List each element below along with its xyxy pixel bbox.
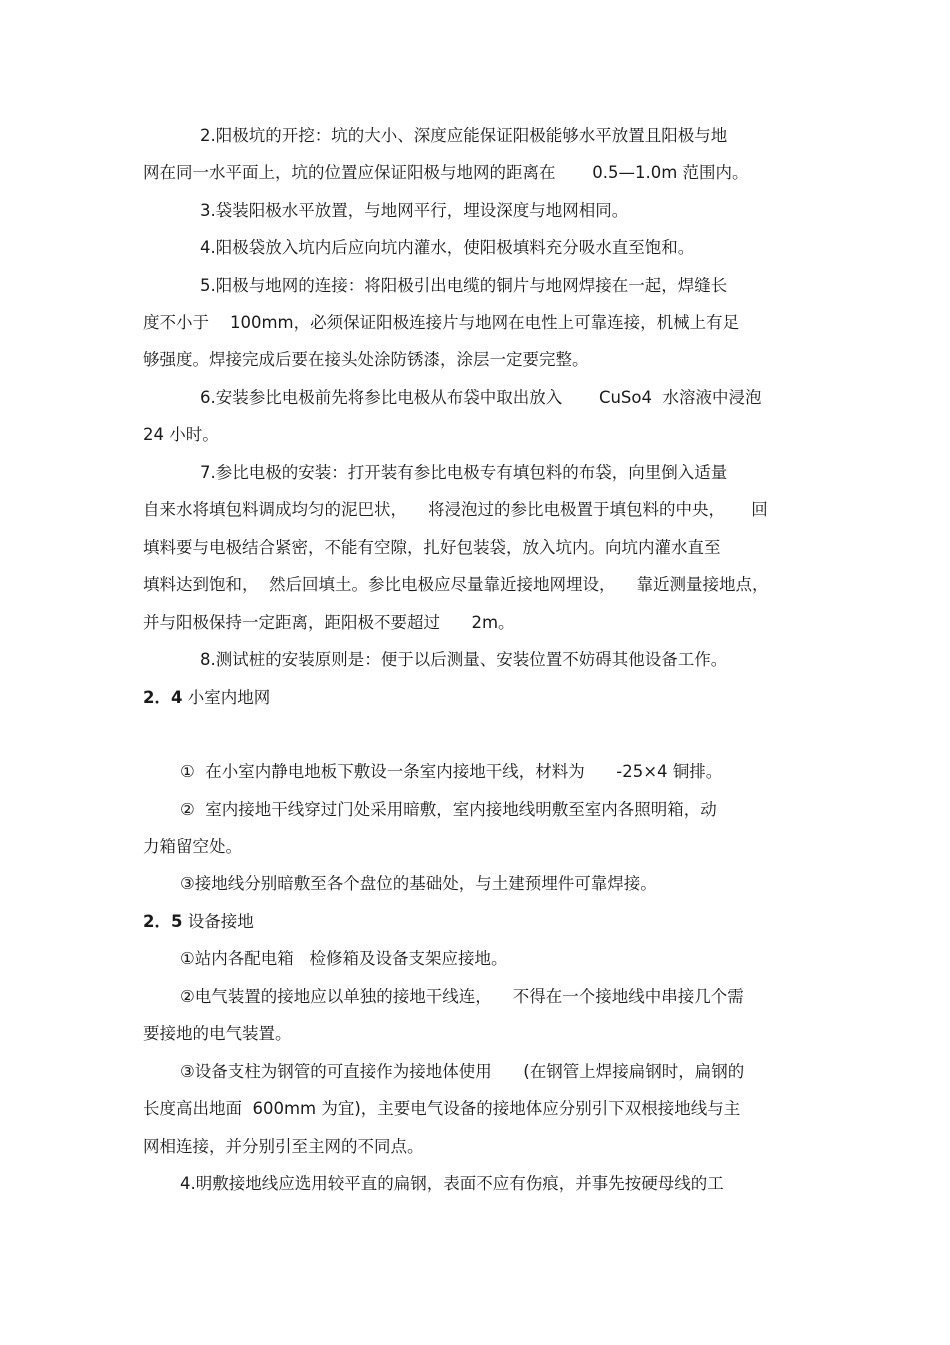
section-title: 小室内地网 bbox=[187, 688, 271, 707]
paragraph-line: ①站内各配电箱 检修箱及设备支架应接地。 bbox=[180, 949, 508, 968]
paragraph-line: 2.阳极坑的开挖：坑的大小、深度应能保证阳极能够水平放置且阳极与地 bbox=[200, 126, 728, 145]
section-number: 2．4 bbox=[143, 688, 183, 707]
paragraph-line: 填料达到饱和， 然后回填土。参比电极应尽量靠近接地网埋设， 靠近测量接地点， bbox=[143, 575, 769, 594]
paragraph-line: ③接地线分别暗敷至各个盘位的基础处，与土建预埋件可靠焊接。 bbox=[180, 874, 657, 893]
paragraph-line: 力箱留空处。 bbox=[143, 837, 242, 856]
paragraph-line: 填料要与电极结合紧密，不能有空隙，扎好包装袋，放入坑内。向坑内灌水直至 bbox=[143, 538, 721, 557]
section-title: 设备接地 bbox=[187, 912, 254, 931]
paragraph-line: 自来水将填包料调成均匀的泥巴状， 将浸泡过的参比电极置于填包料的中央， 回 bbox=[143, 500, 768, 519]
paragraph-line: 4.明敷接地线应选用较平直的扁钢，表面不应有伤痕，并事先按硬母线的工 bbox=[180, 1174, 724, 1193]
section-heading-2-4 bbox=[143, 687, 270, 709]
paragraph-line: ② 室内接地干线穿过门处采用暗敷，室内接地线明敷至室内各照明箱，动 bbox=[180, 800, 717, 819]
paragraph-line: 7.参比电极的安装：打开装有参比电极专有填包料的布袋，向里倒入适量 bbox=[200, 463, 728, 482]
paragraph-line: 够强度。焊接完成后要在接头处涂防锈漆，涂层一定要完整。 bbox=[143, 350, 589, 369]
paragraph-line: 4.阳极袋放入坑内后应向坑内灌水，使阳极填料充分吸水直至饱和。 bbox=[200, 238, 695, 257]
paragraph-line: 并与阳极保持一定距离，距阳极不要超过 2m。 bbox=[143, 613, 515, 632]
paragraph-line: 24 小时。 bbox=[143, 425, 219, 444]
paragraph-line: 6.安装参比电极前先将参比电极从布袋中取出放入 CuSo4 水溶液中浸泡 bbox=[200, 388, 762, 407]
paragraph-line: 度不小于 100mm，必须保证阳极连接片与地网在电性上可靠连接，机械上有足 bbox=[143, 313, 740, 332]
paragraph-line: 5.阳极与地网的连接：将阳极引出电缆的铜片与地网焊接在一起，焊缝长 bbox=[200, 276, 728, 295]
section-heading-2-5 bbox=[143, 911, 254, 933]
paragraph-line: ②电气装置的接地应以单独的接地干线连， 不得在一个接地线中串接几个需 bbox=[180, 987, 744, 1006]
paragraph-line: ③设备支柱为钢管的可直接作为接地体使用 (在钢管上焊接扁钢时，扁钢的 bbox=[180, 1062, 745, 1081]
paragraph-line: 要接地的电气装置。 bbox=[143, 1024, 292, 1043]
paragraph-line: 网在同一水平面上，坑的位置应保证阳极与地网的距离在 0.5—1.0m 范围内。 bbox=[143, 163, 749, 182]
paragraph-line: 8.测试桩的安装原则是：便于以后测量、安装位置不妨碍其他设备工作。 bbox=[200, 650, 728, 669]
paragraph-line: 长度高出地面 600mm 为宜)，主要电气设备的接地体应分别引下双根接地线与主 bbox=[143, 1099, 741, 1118]
section-number: 2．5 bbox=[143, 912, 183, 931]
paragraph-line: ① 在小室内静电地板下敷设一条室内接地干线，材料为 -25×4 铜排。 bbox=[180, 762, 723, 781]
paragraph-line: 网相连接，并分别引至主网的不同点。 bbox=[143, 1137, 424, 1156]
paragraph-line: 3.袋装阳极水平放置，与地网平行，埋设深度与地网相同。 bbox=[200, 201, 629, 220]
